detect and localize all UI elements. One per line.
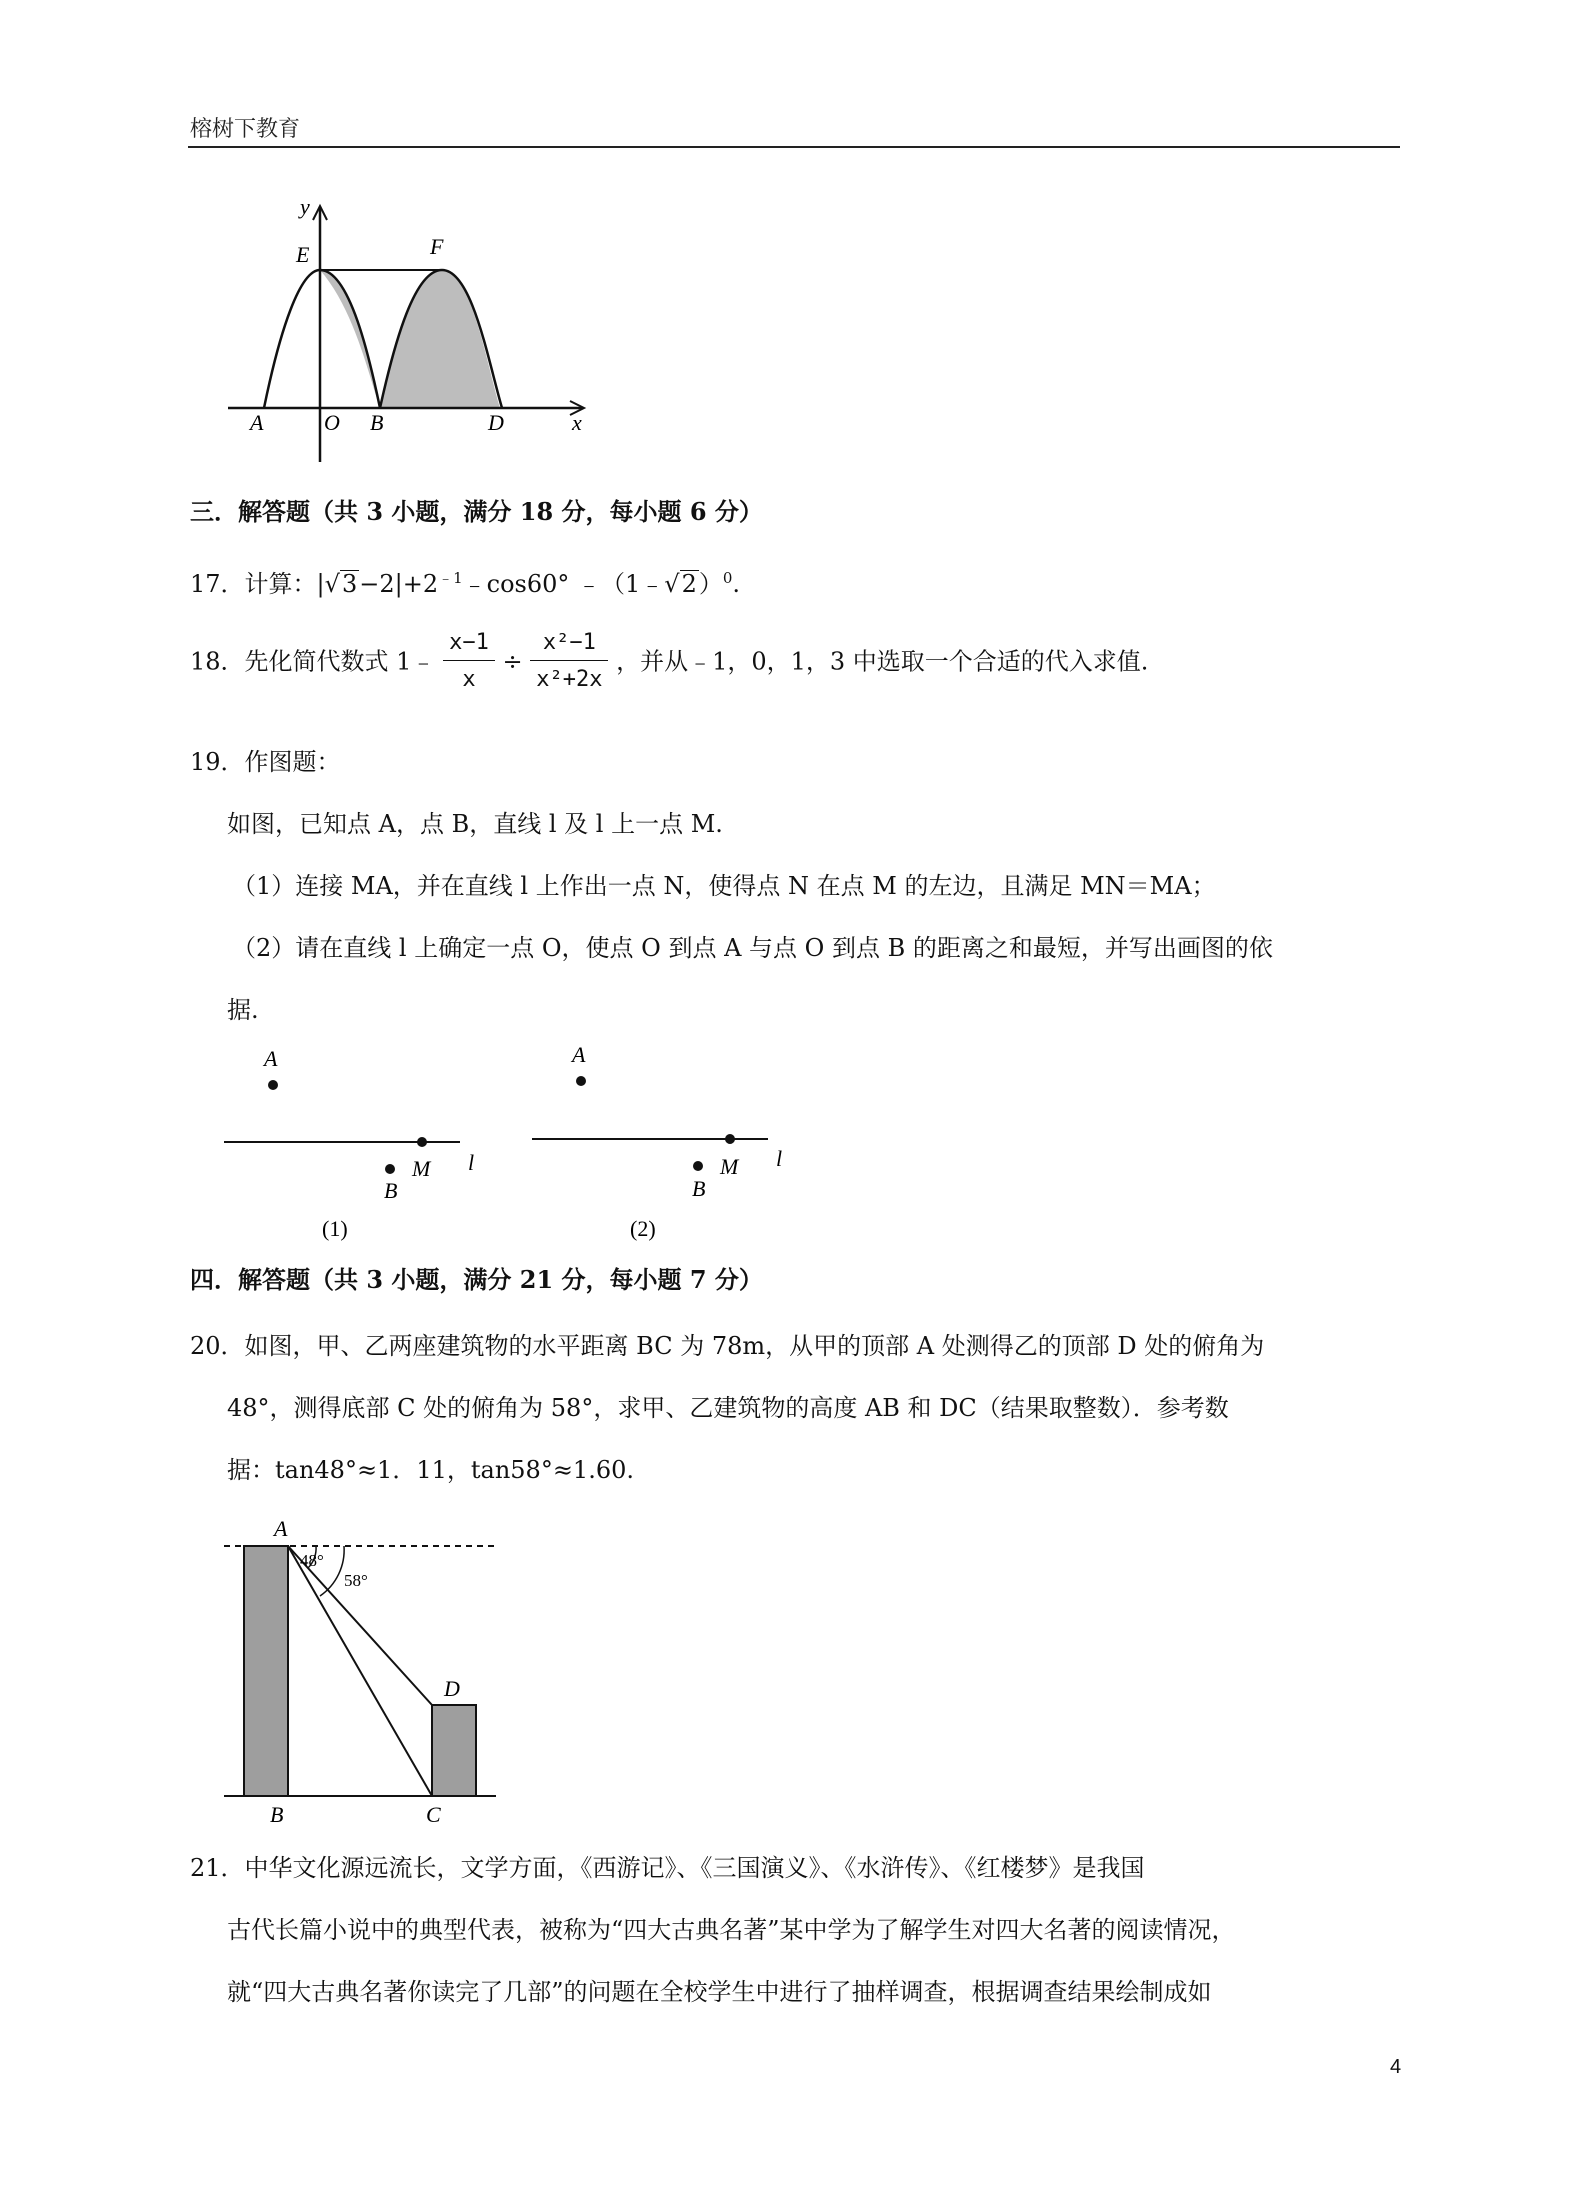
- q17-exp: ﹣1: [438, 569, 463, 587]
- fig1-caption: (1): [322, 1216, 348, 1241]
- fig2-caption: (2): [630, 1216, 656, 1241]
- fig2-point-m: [725, 1134, 735, 1144]
- q19-figure-1: [220, 1038, 500, 1248]
- q19-title: 19．作图题：: [190, 748, 341, 776]
- q17-sqrt3: 3: [341, 570, 358, 598]
- q21-line2: 古代长篇小说中的典型代表，被称为“四大古典名著”某中学为了解学生对四大名著的阅读情况，: [227, 1916, 1236, 1944]
- sqrt-sign: √: [664, 570, 680, 598]
- q17-minus2: −2: [359, 570, 395, 598]
- label-e: E: [296, 242, 310, 267]
- fig1-point-b: [385, 1164, 395, 1174]
- fig2-point-b: [693, 1161, 703, 1171]
- label-f: F: [430, 234, 444, 259]
- q20-line3: 据：tan48°≈1．11，tan58°≈1.60.: [227, 1456, 634, 1484]
- fig1-label-a: A: [264, 1046, 278, 1071]
- fig2-label-b: B: [692, 1176, 706, 1201]
- building-ab: [244, 1546, 288, 1796]
- fig2-label-l: l: [776, 1146, 783, 1171]
- q17-bar-open: |: [316, 570, 325, 598]
- q17-bar-close: |: [394, 570, 403, 598]
- q19-part2-cont: 据.: [227, 996, 259, 1024]
- q18-fraction-1: $\frac{x-1}{x}$: [443, 628, 495, 695]
- q19-part1: （1）连接 MA，并在直线 l 上作出一点 N，使得点 N 在点 M 的左边，且满足 MN＝MA；: [232, 872, 1216, 900]
- q17-line: [190, 560, 740, 602]
- page-number: 4: [1390, 2056, 1402, 2078]
- q17-plus: +2: [402, 570, 439, 598]
- q18-suffix: ，并从﹣1，0，1，3 中选取一个合适的代入求值.: [616, 647, 1149, 676]
- q18-fraction-2: $\frac{\text{x²−1}}{\text{x²+2x}}$: [530, 628, 608, 695]
- section3-heading: 三．解答题（共 3 小题，满分 18 分，每小题 6 分）: [190, 497, 763, 526]
- q17-end: ）: [698, 570, 723, 598]
- sqrt-sign: √: [324, 570, 340, 598]
- label-d: D: [444, 1676, 460, 1701]
- parabola-figure: [220, 190, 600, 470]
- q18-prefix: 18．先化简代数式 1﹣: [190, 647, 436, 676]
- q20-building-figure: [220, 1512, 520, 1822]
- q19-intro: 如图，已知点 A，点 B，直线 l 及 l 上一点 M.: [227, 810, 723, 838]
- fig2-label-m: M: [720, 1154, 739, 1179]
- fig2-point-a: [576, 1076, 586, 1086]
- q21-line1: 21．中华文化源远流长，文学方面，《西游记》、《三国演义》、《水浒传》、《红楼梦》是我国: [190, 1854, 1145, 1882]
- q19-figure-2: [528, 1038, 808, 1248]
- q18-div: ÷: [502, 647, 523, 676]
- label-c: C: [426, 1802, 441, 1822]
- q19-part2: （2）请在直线 l 上确定一点 O，使点 O 到点 A 与点 O 到点 B 的距离之和最短，并写出画图的依: [232, 934, 1273, 962]
- label-b: B: [370, 410, 384, 435]
- label-b: B: [270, 1802, 284, 1822]
- q17-sqrt2: 2: [681, 570, 697, 598]
- q17-prefix: 17．计算：: [190, 570, 317, 598]
- q17-exp0: 0: [722, 569, 733, 587]
- fig2-label-a: A: [572, 1042, 586, 1067]
- q21-line3: 就“四大古典名著你读完了几部”的问题在全校学生中进行了抽样调查，根据调查结果绘制成如: [227, 1978, 1212, 2006]
- header-divider: [188, 146, 1400, 148]
- q17-period: .: [732, 570, 741, 598]
- fig1-point-m: [417, 1137, 427, 1147]
- label-a: A: [274, 1516, 288, 1541]
- q18-line: [190, 628, 1148, 695]
- section4-heading: 四．解答题（共 3 小题，满分 21 分，每小题 7 分）: [190, 1265, 763, 1294]
- header-title: 榕树下教育: [190, 117, 301, 142]
- q20-line1: 20．如图，甲、乙两座建筑物的水平距离 BC 为 78m，从甲的顶部 A 处测得乙的顶部 D 处的俯角为: [190, 1332, 1265, 1360]
- label-d: D: [488, 410, 504, 435]
- fig1-label-b: B: [384, 1178, 398, 1203]
- label-o: O: [324, 410, 340, 435]
- label-x: x: [572, 410, 582, 435]
- angle-label-48: 48°: [300, 1551, 324, 1570]
- fig1-label-m: M: [412, 1156, 431, 1181]
- angle-label-58: 58°: [344, 1571, 368, 1590]
- label-a: A: [250, 410, 264, 435]
- label-y: y: [300, 194, 310, 219]
- q17-mid: ﹣cos60° ﹣（1﹣: [462, 570, 665, 598]
- fig1-point-a: [268, 1080, 278, 1090]
- q20-line2: 48°，测得底部 C 处的俯角为 58°，求甲、乙建筑物的高度 AB 和 DC（结果取整数）．参考数: [227, 1394, 1229, 1422]
- building-dc: [432, 1705, 476, 1796]
- fig1-label-l: l: [468, 1150, 475, 1175]
